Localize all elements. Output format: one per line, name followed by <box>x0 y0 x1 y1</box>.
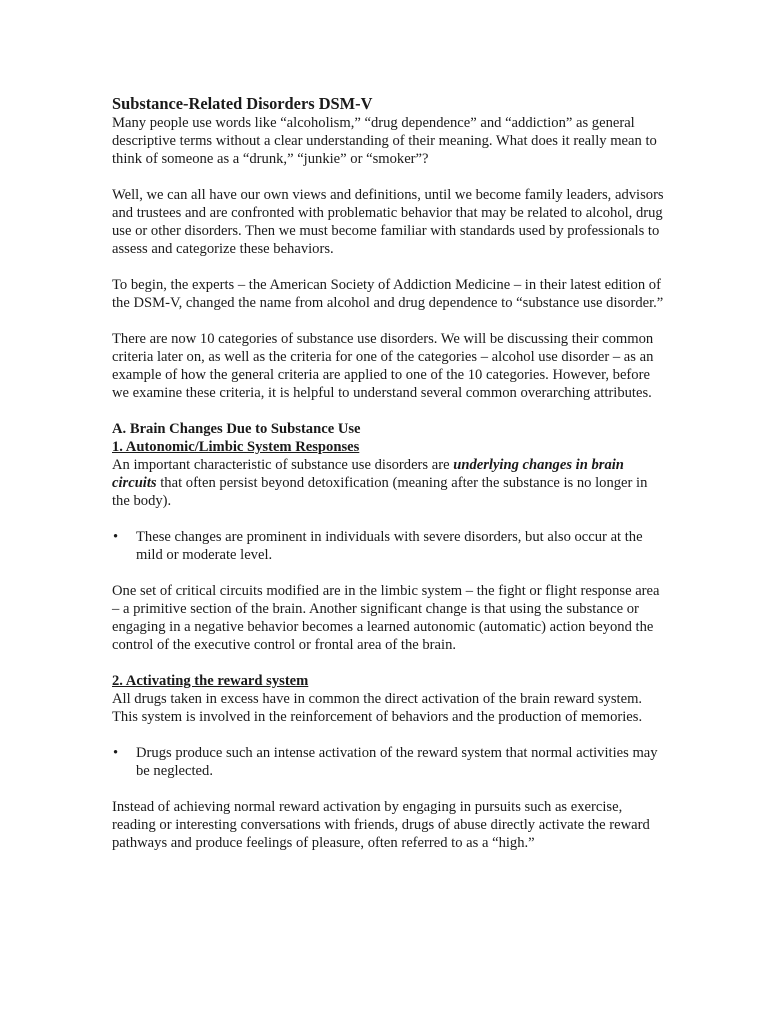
bullet-item-changes <box>112 528 664 564</box>
bullet-item-activation <box>112 744 664 780</box>
section-heading-2-text: 2. Activating the reward system <box>112 673 309 689</box>
document-title: Substance-Related Disorders DSM-V <box>112 94 373 113</box>
paragraph-categories: There are now 10 categories of substance use disorders. We will be discussing their common criteria later on, as well as the criteria for one of the categories – alcohol use disorder – as an example of how the general criteria are applied to one of the 10 categories. However, before we examine these criteria, it is helpful to understand several common overarching attributes. <box>112 331 654 401</box>
section-heading-1 <box>112 438 664 456</box>
bullet-text: These changes are prominent in individuals with severe disorders, but also occur at the mild or moderate level. <box>136 529 643 563</box>
paragraph-intro: Many people use words like “alcoholism,” “drug dependence” and “addiction” as general descriptive terms without a clear understanding of their meaning. What does it really mean to think of someone as a “drunk,” “junkie” or “smoker”? <box>112 115 657 167</box>
emphasis-brain-circuits: underlying changes in brain circuits <box>112 457 624 491</box>
paragraph-limbic: One set of critical circuits modified are in the limbic system – the fight or flight response area – a primitive section of the brain. Another significant change is that using the substance or engaging in a negative behavior becomes a learned autonomic (automatic) action beyond the control of the executive control or frontal area of the brain. <box>112 583 660 653</box>
paragraph-reward: All drugs taken in excess have in common the direct activation of the brain reward system. This system is involved in the reinforcement of behaviors and the production of memories. <box>112 691 643 725</box>
paragraph-experts: To begin, the experts – the American Society of Addiction Medicine – in their latest edition of the DSM-V, changed the name from alcohol and drug dependence to “substance use disorder.” <box>112 277 664 311</box>
paragraph-brain-circuits-start: An important characteristic of substance use disorders are <box>112 457 454 473</box>
section-heading-1-text: 1. Autonomic/Limbic System Responses <box>112 439 360 455</box>
document-page <box>112 94 664 852</box>
paragraph-brain-circuits-end: that often persist beyond detoxification (meaning after the substance is no longer in the body). <box>112 475 648 509</box>
paragraph-views: Well, we can all have our own views and definitions, until we become family leaders, advisors and trustees and are confronted with problematic behavior that may be related to alcohol, drug use or other disorders. Then we must become familiar with standards used by professionals to assess and categorize these behaviors. <box>112 187 664 257</box>
bullet-text: Drugs produce such an intense activation of the reward system that normal activities may be neglected. <box>136 745 658 779</box>
paragraph-brain-circuits <box>112 456 664 510</box>
paragraph-high: Instead of achieving normal reward activation by engaging in pursuits such as exercise, reading or interesting conversations with friends, drugs of abuse directly activate the reward pathways and produce feelings of pleasure, often referred to as a “high.” <box>112 799 650 851</box>
bullet-dot: • <box>113 745 119 761</box>
section-heading-2 <box>112 672 664 690</box>
section-heading-a: A. Brain Changes Due to Substance Use <box>112 421 361 437</box>
bullet-dot: • <box>113 529 119 545</box>
